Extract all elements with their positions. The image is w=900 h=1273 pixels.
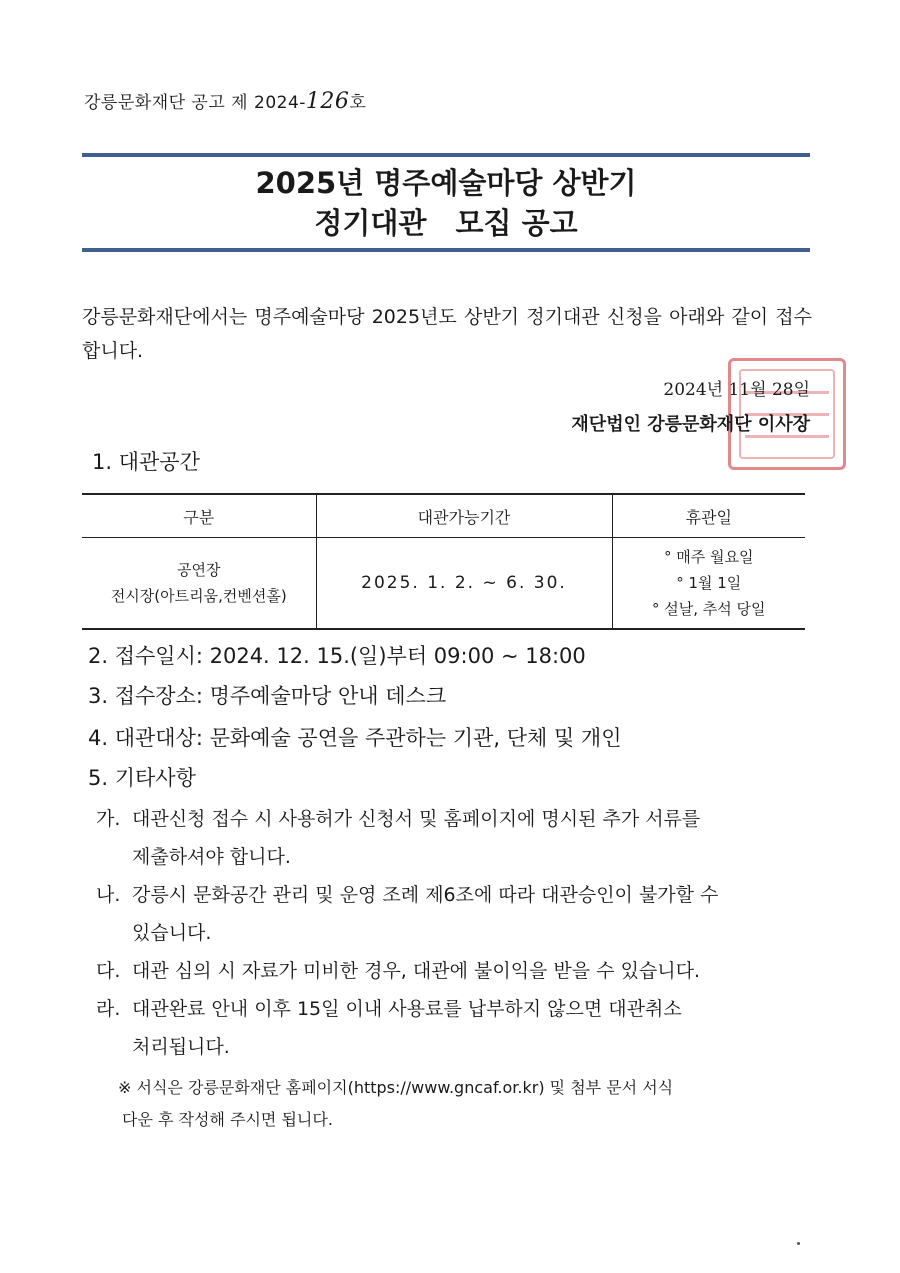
notice-number bbox=[84, 88, 366, 114]
sub-key: 가. bbox=[96, 808, 121, 830]
footnote-line-1: ※ 서식은 강릉문화재단 홈페이지(https://www.gncaf.or.kr) 및 첨부 문서 서식 bbox=[118, 1078, 674, 1097]
notice-date: 2024년 11월 28일 bbox=[663, 380, 810, 400]
sub-key: 라. bbox=[96, 998, 121, 1020]
table-row bbox=[82, 538, 805, 630]
item-5: 5. 기타사항 bbox=[88, 766, 196, 790]
intro-paragraph: 강릉문화재단에서는 명주예술마당 2025년도 상반기 정기대관 신청을 아래와 같이 접수합니다. bbox=[82, 306, 812, 362]
sub-text: 강릉시 문화공간 관리 및 운영 조례 제6조에 따라 대관승인이 불가할 수 bbox=[132, 884, 719, 906]
issuer: 재단법인 강릉문화재단 이사장 bbox=[571, 414, 810, 435]
header-closed: 휴관일 bbox=[612, 494, 805, 538]
cell-space bbox=[82, 538, 316, 630]
closed-day-3: ° 설날, 추석 당일 bbox=[651, 600, 766, 618]
header-category: 구분 bbox=[82, 494, 316, 538]
handwritten-number: 126 bbox=[305, 89, 350, 114]
footnote bbox=[118, 1072, 808, 1136]
space-performance: 공연장 bbox=[177, 561, 221, 579]
item-2: 2. 접수일시: 2024. 12. 15.(일)부터 09:00 ~ 18:00 bbox=[88, 644, 586, 668]
scan-speck bbox=[797, 1242, 800, 1245]
sub-item-ra bbox=[96, 990, 816, 1066]
sub-text: 대관신청 접수 시 사용허가 신청서 및 홈페이지에 명시된 추가 서류를 bbox=[132, 808, 701, 830]
sub-item-na bbox=[96, 876, 816, 952]
header-period: 대관가능기간 bbox=[316, 494, 612, 538]
sub-item-da bbox=[96, 952, 816, 990]
sub-key: 다. bbox=[96, 960, 121, 982]
sub-key: 나. bbox=[96, 884, 121, 906]
closed-day-1: ° 매주 월요일 bbox=[664, 548, 754, 566]
title-rule-top bbox=[82, 153, 810, 157]
title-line-1: 2025년 명주예술마당 상반기 bbox=[255, 166, 637, 200]
space-exhibition: 전시장(아트리움,컨벤션홀) bbox=[110, 587, 287, 605]
closed-day-2: ° 1월 1일 bbox=[676, 574, 742, 592]
sub-text: 대관 심의 시 자료가 미비한 경우, 대관에 불이익을 받을 수 있습니다. bbox=[132, 960, 701, 982]
item-3: 3. 접수장소: 명주예술마당 안내 데스크 bbox=[88, 684, 447, 708]
sub-item-ga bbox=[96, 800, 816, 876]
sub-text: 대관완료 안내 이후 15일 이내 사용료를 납부하지 않으면 대관취소 bbox=[132, 998, 682, 1020]
cell-period: 2025. 1. 2. ~ 6. 30. bbox=[316, 538, 612, 630]
sub-text-cont: 있습니다. bbox=[132, 922, 212, 944]
footnote-line-2: 다운 후 작성해 주시면 됩니다. bbox=[122, 1110, 333, 1129]
sub-text-cont: 제출하셔야 합니다. bbox=[132, 846, 291, 868]
title-line-2: 정기대관 모집 공고 bbox=[314, 206, 578, 240]
notice-prefix: 강릉문화재단 공고 제 2024- bbox=[84, 93, 306, 113]
notice-suffix: 호 bbox=[349, 93, 367, 113]
item-4: 4. 대관대상: 문화예술 공연을 주관하는 기관, 단체 및 개인 bbox=[88, 726, 622, 750]
table-header-row bbox=[82, 494, 805, 538]
title-rule-bottom bbox=[82, 248, 810, 252]
venue-table bbox=[82, 493, 805, 630]
section-1-heading: 1. 대관공간 bbox=[92, 450, 200, 474]
sub-text-cont: 처리됩니다. bbox=[132, 1036, 230, 1058]
cell-closed bbox=[612, 538, 805, 630]
